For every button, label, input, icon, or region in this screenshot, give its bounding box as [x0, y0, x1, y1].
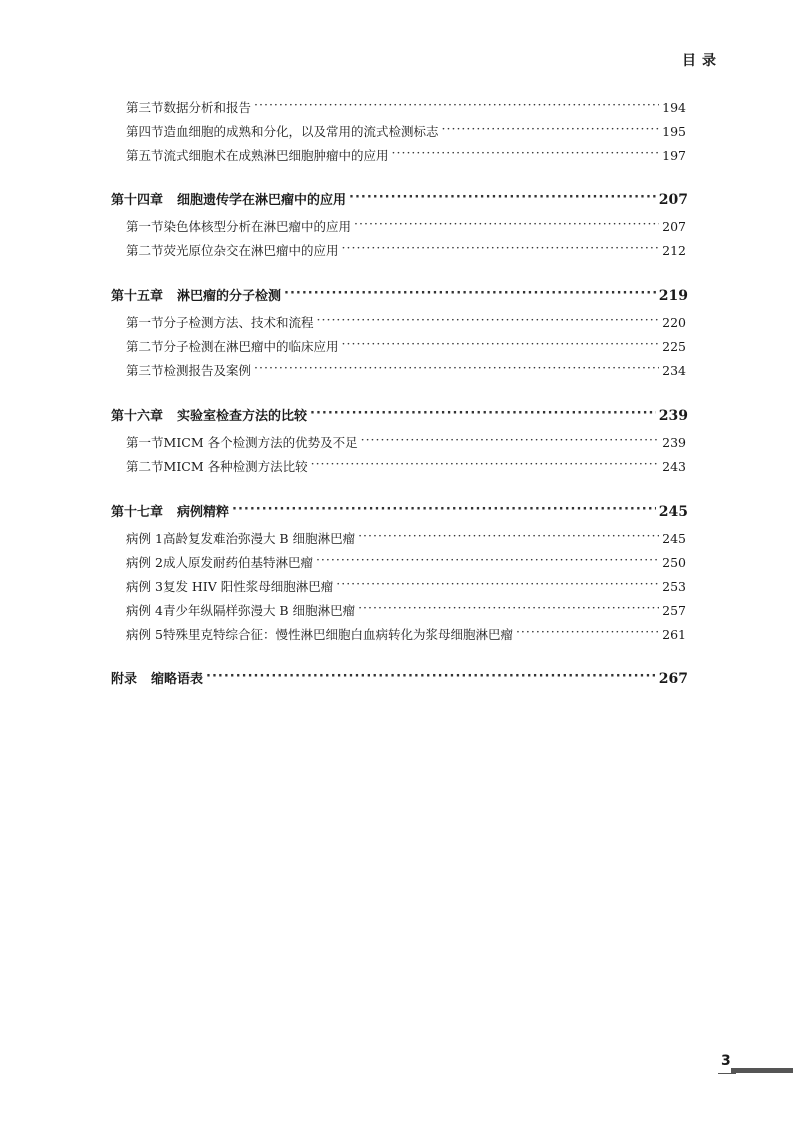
dot-leader [358, 600, 659, 615]
chapter-title: 实验室检查方法的比较 [177, 409, 308, 424]
toc-entry-section [126, 433, 686, 451]
entry-number: 第一节 [126, 219, 164, 234]
chapter-page: 239 [658, 408, 688, 424]
toc-entry-case [126, 529, 686, 547]
case-page: 245 [662, 531, 686, 546]
entry-number: 第一节 [126, 435, 164, 450]
entry-number: 第三节 [126, 100, 164, 115]
dot-leader [311, 456, 660, 471]
entry-page: 220 [662, 315, 686, 330]
toc-entry-case [126, 577, 686, 595]
dot-leader [336, 576, 659, 591]
case-title: 青少年纵隔样弥漫大 B 细胞淋巴瘤 [162, 603, 356, 618]
dot-leader [361, 432, 660, 447]
chapter-page: 219 [658, 288, 688, 304]
dot-leader [392, 145, 660, 160]
entry-page: 197 [662, 148, 686, 163]
case-title: 高龄复发难治弥漫大 B 细胞淋巴瘤 [162, 531, 356, 546]
entry-title: 荧光原位杂交在淋巴瘤中的应用 [163, 243, 339, 258]
case-page: 253 [662, 579, 686, 594]
dot-leader [358, 528, 659, 543]
toc-entry-section [126, 146, 686, 164]
toc-entry-chapter [111, 405, 688, 424]
toc-entry-section [126, 457, 686, 475]
chapter-title: 淋巴瘤的分子检测 [177, 289, 282, 304]
case-number: 病例 3 [126, 579, 163, 594]
entry-page: 239 [662, 435, 686, 450]
toc-entry-case [126, 553, 686, 571]
dot-leader [342, 240, 660, 255]
chapter-number: 第十七章 [111, 505, 164, 520]
entry-number: 第一节 [126, 315, 164, 330]
appendix-page: 267 [658, 671, 688, 687]
toc-entry-section [126, 313, 686, 331]
toc-entry-chapter [111, 501, 688, 520]
entry-title: 分子检测在淋巴瘤中的临床应用 [163, 339, 339, 354]
entry-title: 染色体核型分析在淋巴瘤中的应用 [163, 219, 352, 234]
case-number: 病例 4 [126, 603, 163, 618]
case-number: 病例 5 [126, 627, 163, 642]
chapter-number: 第十五章 [111, 289, 164, 304]
entry-page: 243 [662, 459, 686, 474]
entry-title: MICM 各种检测方法比较 [163, 459, 308, 474]
dot-leader [254, 360, 659, 375]
appendix-title: 缩略语表 [151, 672, 204, 687]
entry-title: 造血细胞的成熟和分化，以及常用的流式检测标志 [163, 124, 439, 139]
case-title: 复发 HIV 阳性浆母细胞淋巴瘤 [162, 579, 334, 594]
entry-page: 195 [662, 124, 686, 139]
case-number: 病例 2 [126, 555, 163, 570]
entry-title: 流式细胞术在成熟淋巴细胞肿瘤中的应用 [163, 148, 389, 163]
page-number-bar [731, 1068, 793, 1073]
chapter-title: 病例精粹 [177, 505, 230, 520]
dot-leader [310, 406, 656, 421]
toc-entry-chapter [111, 285, 688, 304]
dot-leader [206, 669, 656, 684]
appendix-label: 附录 [111, 672, 138, 687]
toc-entry-case [126, 601, 686, 619]
toc-entry-section [126, 241, 686, 259]
toc-entry-section [126, 122, 686, 140]
dot-leader [516, 624, 659, 639]
entry-page: 207 [662, 219, 686, 234]
chapter-number: 第十四章 [111, 193, 164, 208]
entry-page: 212 [662, 243, 686, 258]
running-header: 目录 [682, 53, 722, 69]
dot-leader [284, 286, 656, 301]
entry-number: 第五节 [126, 148, 164, 163]
entry-number: 第二节 [126, 459, 164, 474]
chapter-number: 第十六章 [111, 409, 164, 424]
entry-number: 第三节 [126, 363, 164, 378]
case-page: 257 [662, 603, 686, 618]
toc-entry-case [126, 625, 686, 643]
toc-entry-section [126, 337, 686, 355]
entry-title: 检测报告及案例 [163, 363, 252, 378]
entry-title: 数据分析和报告 [163, 100, 252, 115]
page-number-rule [718, 1073, 736, 1074]
entry-title: 分子检测方法、技术和流程 [163, 315, 314, 330]
dot-leader [349, 190, 656, 205]
dot-leader [442, 121, 660, 136]
case-number: 病例 1 [126, 531, 163, 546]
case-page: 250 [662, 555, 686, 570]
dot-leader [354, 216, 659, 231]
entry-number: 第二节 [126, 339, 164, 354]
chapter-title: 细胞遗传学在淋巴瘤中的应用 [177, 193, 347, 208]
toc-entry-chapter [111, 189, 688, 208]
entry-number: 第四节 [126, 124, 164, 139]
entry-page: 194 [662, 100, 686, 115]
toc-entry-section [126, 98, 686, 116]
dot-leader [232, 502, 656, 517]
case-title: 特殊里克特综合征：慢性淋巴细胞白血病转化为浆母细胞淋巴瘤 [162, 627, 513, 642]
chapter-page: 207 [658, 192, 688, 208]
case-page: 261 [662, 627, 686, 642]
toc-entry-section [126, 217, 686, 235]
entry-page: 225 [662, 339, 686, 354]
entry-page: 234 [662, 363, 686, 378]
page-number: 3 [721, 1053, 731, 1069]
toc-entry-appendix [111, 668, 688, 687]
entry-title: MICM 各个检测方法的优势及不足 [163, 435, 358, 450]
dot-leader [317, 312, 660, 327]
toc-entry-section [126, 361, 686, 379]
dot-leader [316, 552, 659, 567]
case-title: 成人原发耐药伯基特淋巴瘤 [162, 555, 313, 570]
chapter-page: 245 [658, 504, 688, 520]
dot-leader [254, 97, 659, 112]
dot-leader [342, 336, 660, 351]
entry-number: 第二节 [126, 243, 164, 258]
